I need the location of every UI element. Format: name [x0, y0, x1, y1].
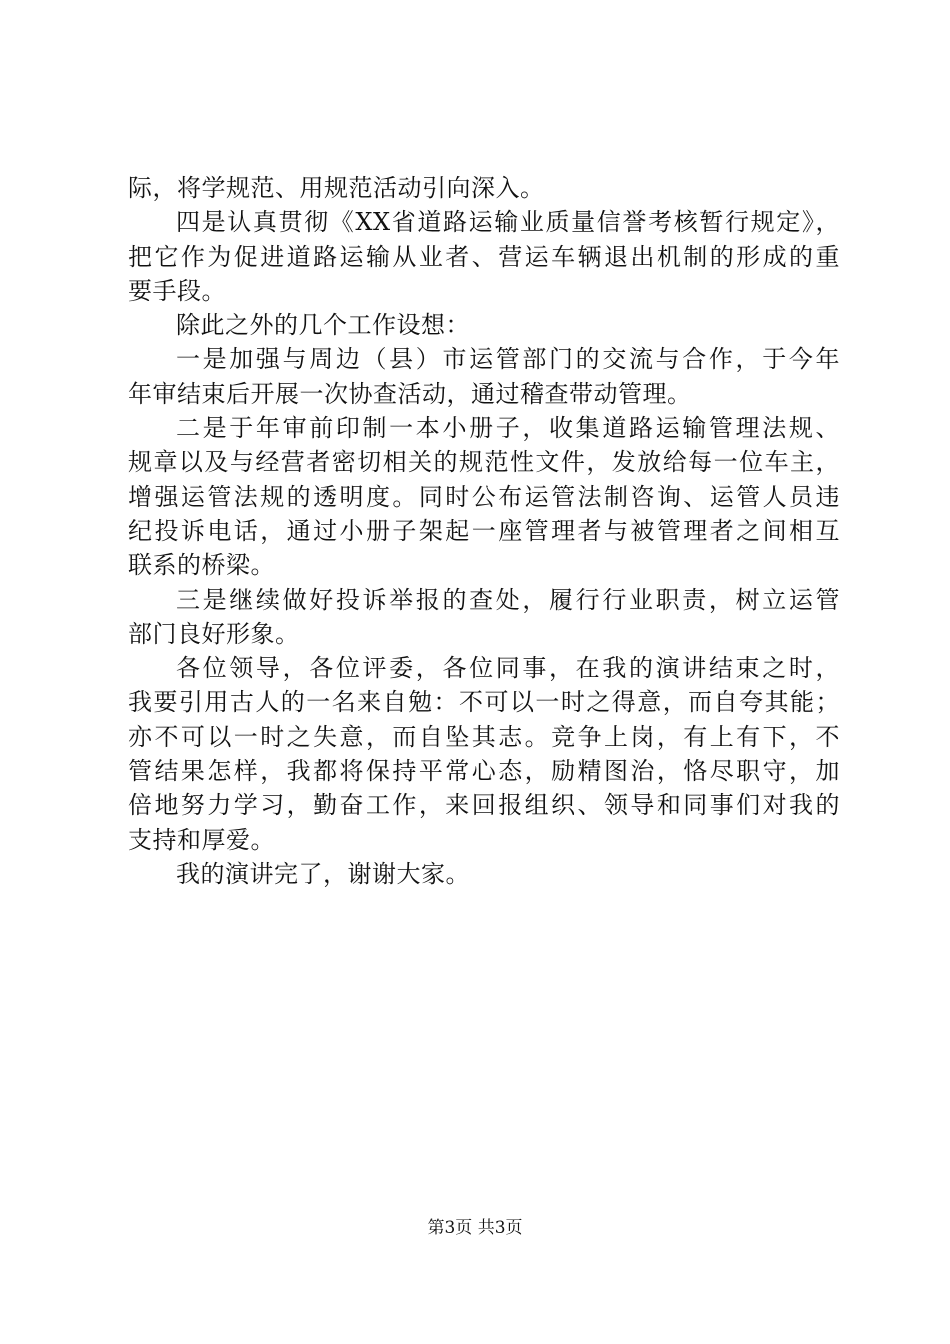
- text-line: 年审结束后开展一次协查活动，通过稽查带动管理。: [128, 379, 692, 408]
- text-line: 管结果怎样，我都将保持平常心态，励精图治，恪尽职守，加: [128, 757, 840, 786]
- text-line: 要手段。: [128, 276, 226, 305]
- document-body: [128, 171, 840, 891]
- text-line: 支持和厚爱。: [128, 825, 275, 854]
- text-line: 际，将学规范、用规范活动引向深入。: [128, 174, 545, 202]
- text-line: 我的演讲完了，谢谢大家。: [176, 859, 470, 888]
- text-line: 纪投诉电话，通过小册子架起一座管理者与被管理者之间相互: [128, 516, 840, 545]
- text-line: 四是认真贯彻《XX省道路运输业质量信誉考核暂行规定》，: [176, 208, 840, 237]
- text-line: 增强运管法规的透明度。同时公布运管法制咨询、运管人员违: [128, 482, 840, 511]
- text-line: 联系的桥梁。: [128, 551, 275, 580]
- text-line: 各位领导，各位评委，各位同事，在我的演讲结束之时，: [176, 654, 840, 683]
- text-line: 亦不可以一时之失意，而自坠其志。竞争上岗，有上有下，不: [128, 722, 840, 751]
- text-line: 倍地努力学习，勤奋工作，来回报组织、领导和同事们对我的: [128, 791, 840, 820]
- text-line: 把它作为促进道路运输从业者、营运车辆退出机制的形成的重: [128, 242, 840, 271]
- text-line: 二是于年审前印制一本小册子，收集道路运输管理法规、: [176, 414, 840, 443]
- text-line: 一是加强与周边（县）市运管部门的交流与合作，于今年: [176, 345, 840, 374]
- text-line: 除此之外的几个工作设想：: [176, 311, 470, 340]
- text-line: 规章以及与经营者密切相关的规范性文件，发放给每一位车主，: [128, 448, 840, 477]
- text-line: 部门良好形象。: [128, 619, 300, 648]
- text-line: 我要引用古人的一名来自勉：不可以一时之得意，而自夸其能；: [128, 688, 840, 717]
- page-footer: 第3页 共3页: [427, 1218, 523, 1238]
- text-line: 三是继续做好投诉举报的查处，履行行业职责，树立运管: [176, 585, 840, 614]
